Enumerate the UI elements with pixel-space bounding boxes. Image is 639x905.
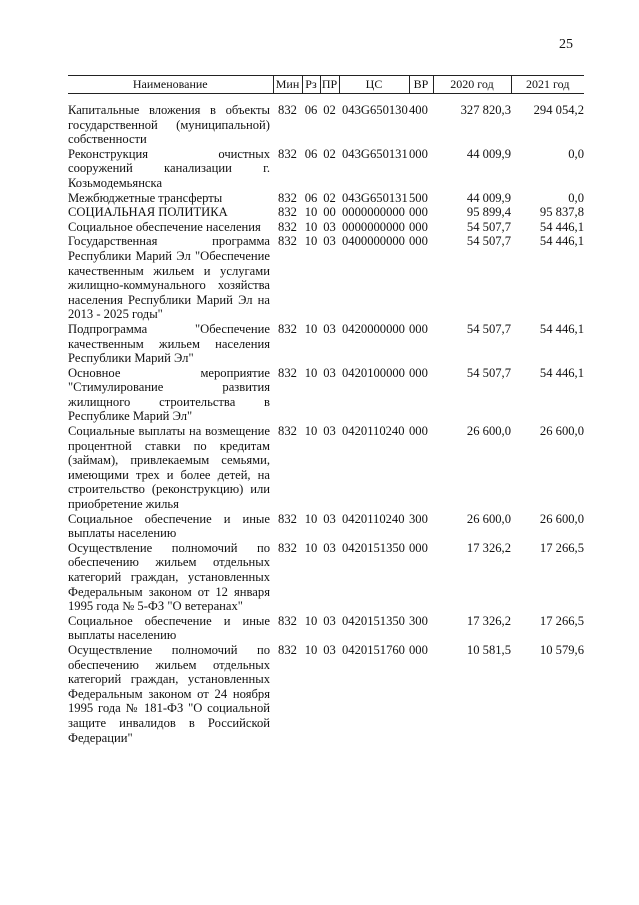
row-pr: 03 (323, 642, 336, 657)
row-2020: 54 507,7 (466, 365, 511, 380)
row-2020: 54 507,7 (466, 219, 511, 234)
row-vr: 000 (409, 365, 428, 380)
row-rz: 10 (304, 234, 318, 249)
header-name: Наименование (68, 76, 273, 94)
table-row (68, 191, 584, 206)
row-pr: 02 (323, 103, 336, 117)
row-name: Социальное обеспечение и иные выплаты населению (68, 511, 270, 541)
table-header (68, 76, 584, 94)
row-min: 832 (278, 365, 297, 380)
table-body (68, 94, 584, 746)
row-pr: 03 (323, 234, 336, 249)
table-row (68, 94, 584, 147)
row-2021: 294 054,2 (533, 103, 584, 117)
row-pr: 00 (323, 205, 336, 220)
row-pr: 03 (323, 365, 336, 380)
row-2020: 54 507,7 (466, 234, 511, 249)
row-rz: 10 (304, 219, 318, 234)
row-cs: 0420110240 (342, 424, 405, 439)
row-cs: 043G650131 (342, 190, 408, 205)
row-2021: 54 446,1 (539, 219, 584, 234)
table-row (68, 147, 584, 191)
row-2021: 54 446,1 (539, 234, 584, 249)
row-vr: 000 (409, 424, 428, 439)
row-rz: 06 (304, 103, 318, 117)
row-cs: 0420151760 (342, 642, 405, 657)
row-vr: 000 (409, 540, 428, 555)
row-name: Социальное обеспечение и иные выплаты населению (68, 613, 270, 643)
table-row (68, 322, 584, 366)
row-2021: 0,0 (568, 190, 584, 205)
row-cs: 0000000000 (342, 205, 405, 220)
row-min: 832 (278, 321, 297, 336)
row-min: 832 (278, 613, 297, 628)
row-min: 832 (278, 219, 297, 234)
row-rz: 06 (304, 146, 318, 161)
row-min: 832 (278, 103, 297, 117)
row-min: 832 (278, 424, 297, 439)
row-rz: 10 (304, 365, 318, 380)
row-2021: 26 600,0 (539, 511, 584, 526)
row-2020: 44 009,9 (466, 146, 511, 161)
row-name: Государственная программа Республики Марий Эл "Обеспечение качественным жильем и услугами жилищно-коммунального хозяйства населения Республики Марий Эл на 2013 - 2025 годы" (68, 234, 270, 322)
header-cs: ЦС (339, 76, 409, 94)
row-min: 832 (278, 642, 297, 657)
row-pr: 03 (323, 219, 336, 234)
row-cs: 0420110240 (342, 511, 405, 526)
row-min: 832 (278, 540, 297, 555)
row-2020: 17 326,2 (466, 540, 511, 555)
row-2020: 44 009,9 (466, 190, 511, 205)
row-name: Капитальные вложения в объекты государственной (муниципальной) собственности (68, 103, 270, 147)
row-name: Основное мероприятие "Стимулирование развития жилищного строительства в Республике Марий Эл" (68, 365, 270, 424)
row-pr: 03 (323, 511, 336, 526)
row-2020: 26 600,0 (466, 424, 511, 439)
row-name: Подпрограмма "Обеспечение качественным жильем населения Республики Марий Эл" (68, 321, 270, 366)
row-pr: 03 (323, 321, 336, 336)
table-row (68, 366, 584, 424)
row-cs: 043G650130 (342, 103, 408, 117)
row-pr: 03 (323, 613, 336, 628)
row-vr: 500 (409, 190, 428, 205)
budget-table (68, 75, 584, 745)
row-name: Межбюджетные трансферты (68, 190, 223, 205)
row-2020: 26 600,0 (466, 511, 511, 526)
table-row (68, 541, 584, 614)
row-rz: 10 (304, 642, 318, 657)
row-min: 832 (278, 234, 297, 249)
row-rz: 10 (304, 321, 318, 336)
page-number: 25 (559, 37, 573, 52)
row-2020: 10 581,5 (466, 642, 511, 657)
row-min: 832 (278, 190, 297, 205)
row-pr: 03 (323, 540, 336, 555)
row-vr: 300 (409, 613, 428, 628)
row-cs: 0400000000 (342, 234, 405, 249)
header-rz: Рз (302, 76, 320, 94)
table-row (68, 424, 584, 512)
row-cs: 0420100000 (342, 365, 405, 380)
row-2021: 10 579,6 (539, 642, 584, 657)
header-pr: ПР (320, 76, 339, 94)
header-2021: 2021 год (511, 76, 584, 94)
row-2021: 0,0 (568, 146, 584, 161)
row-name: Реконструкция очистных сооружений канализации г. Козьмодемьянска (68, 146, 270, 190)
row-min: 832 (278, 511, 297, 526)
row-pr: 02 (323, 146, 336, 161)
row-2021: 54 446,1 (539, 365, 584, 380)
row-rz: 10 (304, 540, 318, 555)
row-2021: 17 266,5 (539, 613, 584, 628)
row-min: 832 (278, 146, 297, 161)
row-vr: 300 (409, 511, 428, 526)
row-2020: 17 326,2 (466, 613, 511, 628)
table-row (68, 234, 584, 322)
table-row (68, 220, 584, 235)
row-2021: 95 837,8 (539, 205, 584, 220)
row-name: СОЦИАЛЬНАЯ ПОЛИТИКА (68, 205, 228, 220)
row-vr: 400 (409, 103, 428, 117)
row-rz: 10 (304, 424, 318, 439)
row-name: Социальное обеспечение населения (68, 219, 261, 234)
table-row (68, 512, 584, 541)
row-cs: 0420151350 (342, 540, 405, 555)
row-2020: 54 507,7 (466, 321, 511, 336)
row-vr: 000 (409, 146, 428, 161)
header-vr: ВР (409, 76, 433, 94)
row-name: Осуществление полномочий по обеспечению жильем отдельных категорий граждан, установленных Федеральным законом от 24 ноября 1995 года № 181-ФЗ "О социальной защите инвалидов в Российской Федерации" (68, 642, 270, 745)
row-name: Осуществление полномочий по обеспечению жильем отдельных категорий граждан, установленных Федеральным законом от 12 января 1995 года № 5-ФЗ "О ветеранах" (68, 540, 270, 614)
row-2020: 95 899,4 (466, 205, 511, 220)
row-rz: 10 (304, 613, 318, 628)
row-cs: 0000000000 (342, 219, 405, 234)
row-cs: 0420151350 (342, 613, 405, 628)
row-name: Социальные выплаты на возмещение процентной ставки по кредитам (займам), привлекаемым семьями, имеющими трех и более детей, на строительство (реконструкцию) или приобретение жилья (68, 424, 270, 512)
row-pr: 02 (323, 190, 336, 205)
row-rz: 06 (304, 190, 318, 205)
row-2021: 26 600,0 (539, 424, 584, 439)
row-vr: 000 (409, 219, 428, 234)
row-rz: 10 (304, 511, 318, 526)
row-2021: 54 446,1 (539, 321, 584, 336)
header-min: Мин (273, 76, 302, 94)
row-2020: 327 820,3 (460, 103, 511, 117)
header-2020: 2020 год (433, 76, 511, 94)
row-vr: 000 (409, 234, 428, 249)
table-row (68, 643, 584, 745)
row-cs: 043G650131 (342, 146, 408, 161)
row-rz: 10 (304, 205, 318, 220)
table-row (68, 614, 584, 643)
row-2021: 17 266,5 (539, 540, 584, 555)
table-row (68, 205, 584, 220)
row-pr: 03 (323, 424, 336, 439)
row-vr: 000 (409, 321, 428, 336)
row-vr: 000 (409, 642, 428, 657)
row-cs: 0420000000 (342, 321, 405, 336)
row-vr: 000 (409, 205, 428, 220)
row-min: 832 (278, 205, 297, 220)
